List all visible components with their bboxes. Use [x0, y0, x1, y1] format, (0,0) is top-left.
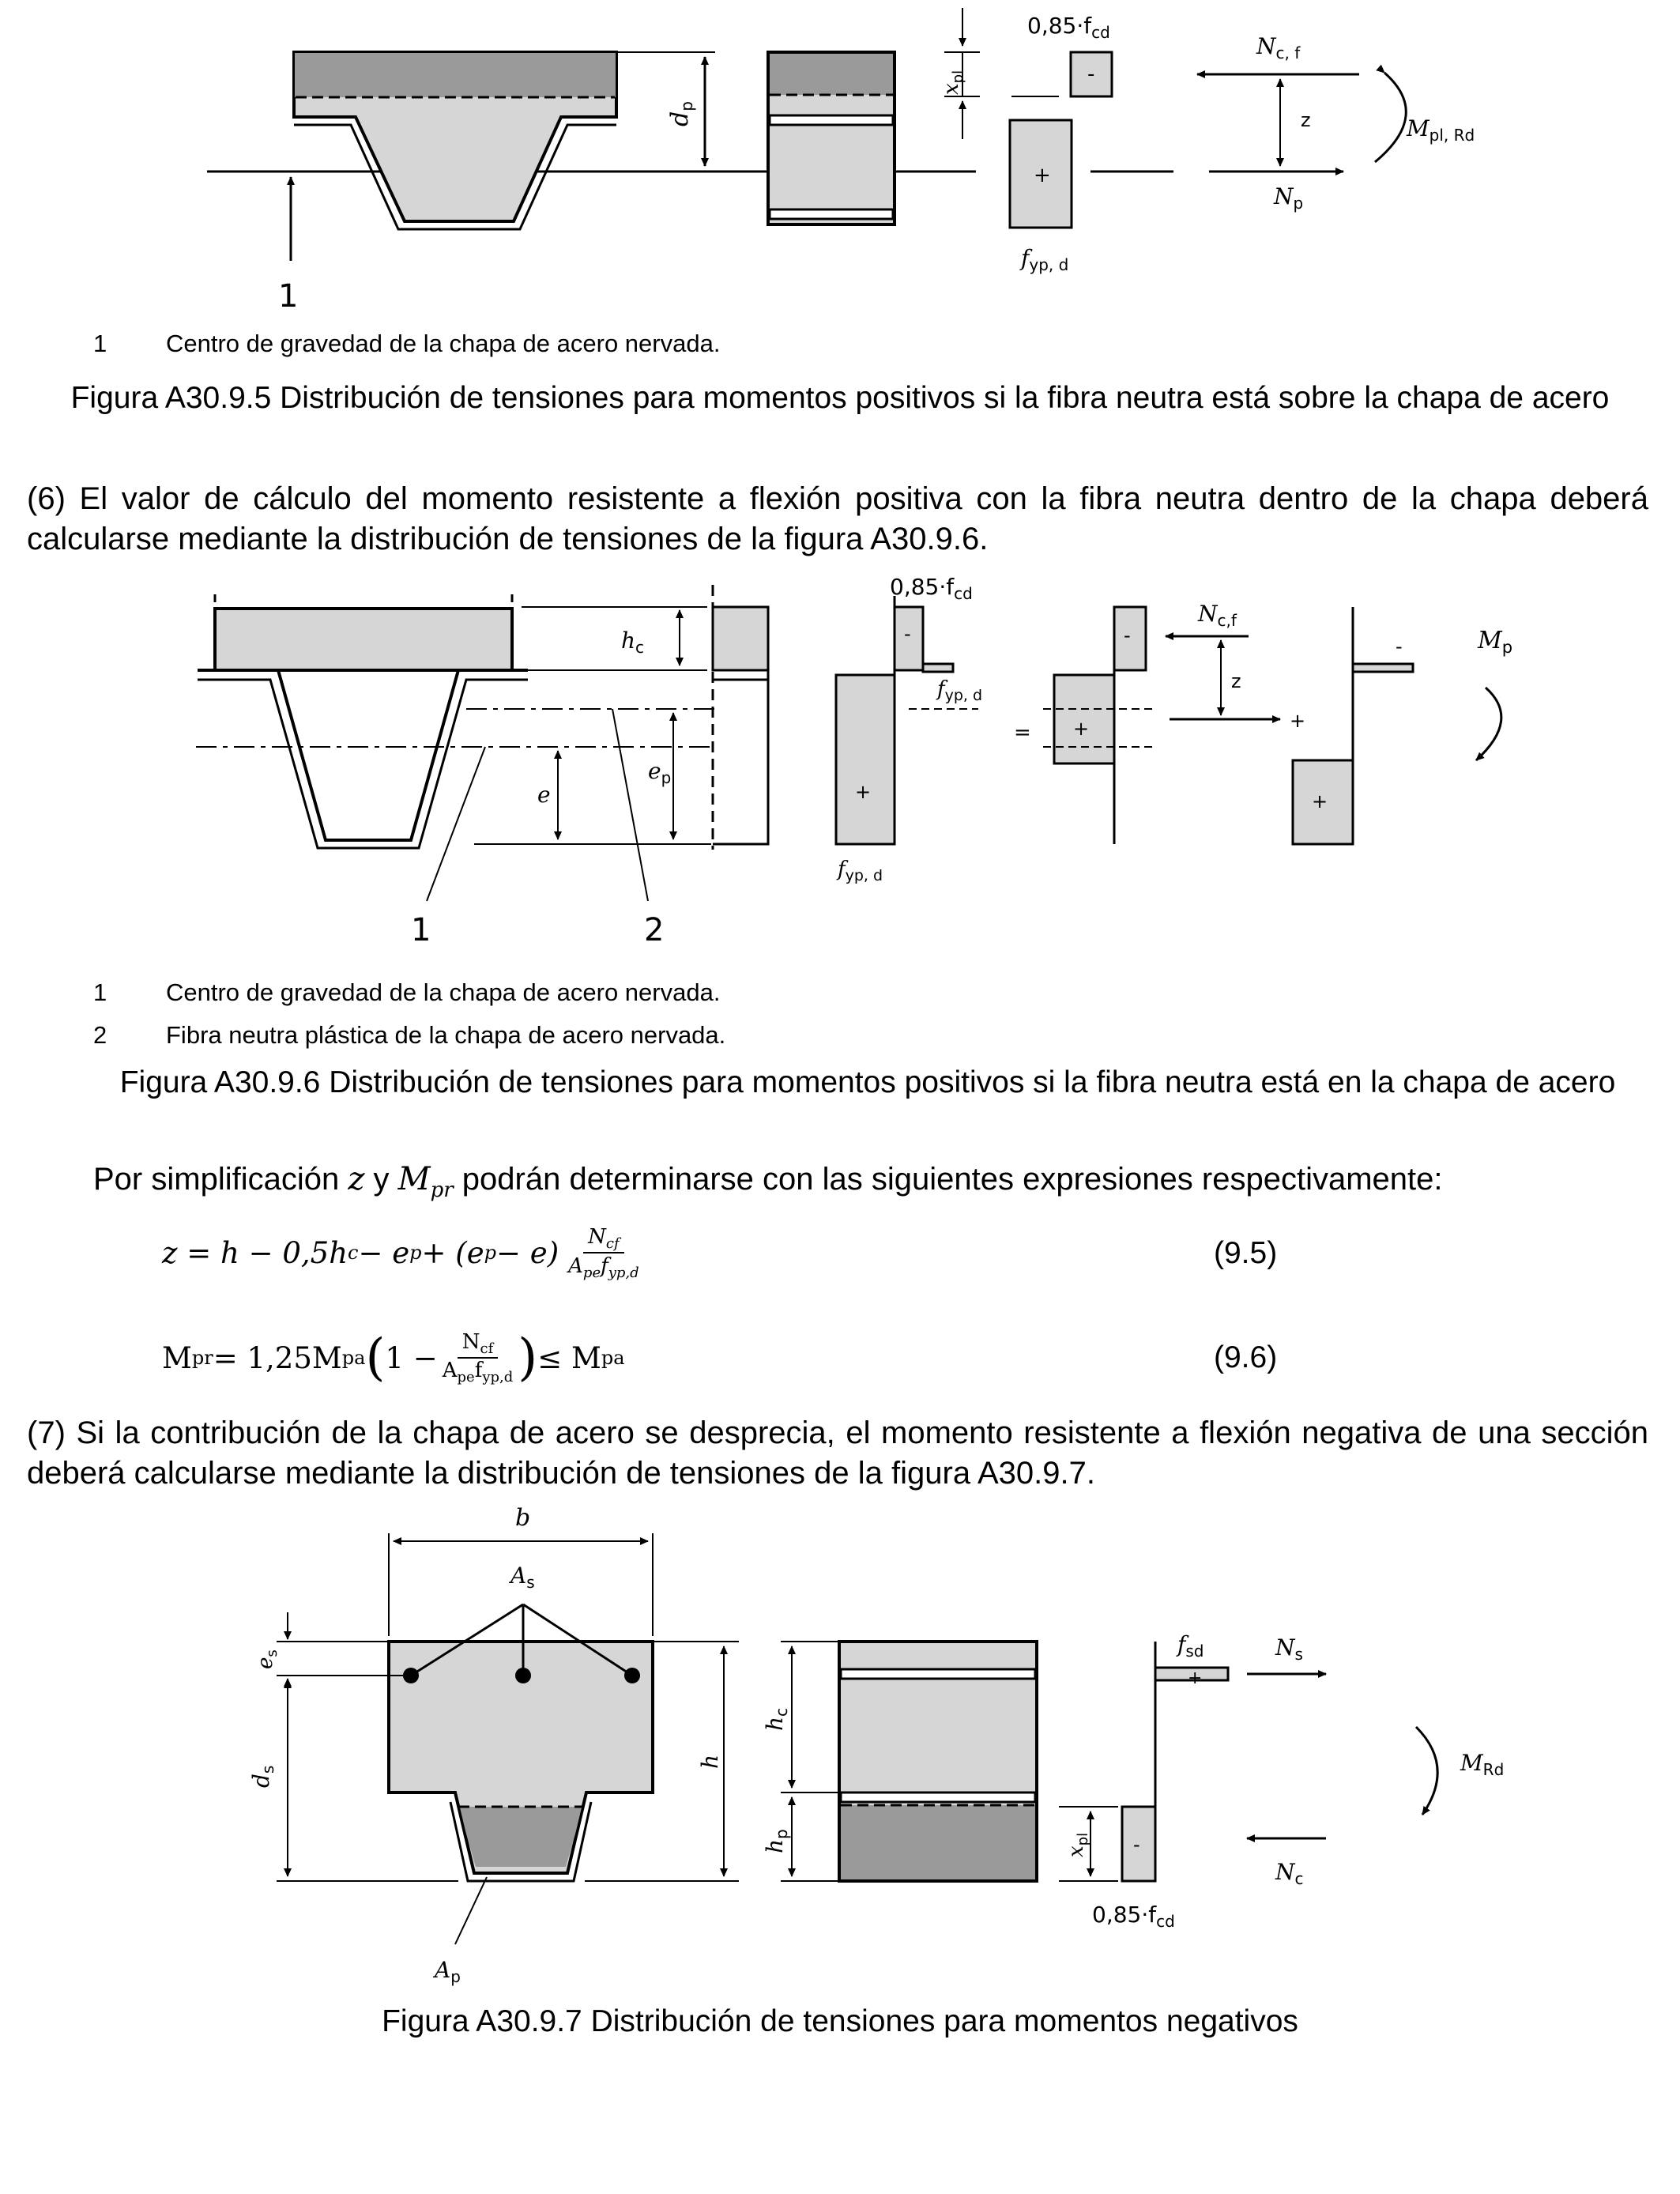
fig5-legend-text: Centro de gravedad de la chapa de acero nervada. [166, 330, 721, 357]
eq95-p1: − e [358, 1235, 410, 1270]
ds-label: $d_s$ [248, 1765, 277, 1788]
fcd-label-fig6: $0,85\cdot f_{cd}$ [890, 574, 973, 603]
paragraph-7: (7) Si la contribución de la chapa de acero se desprecia, el momento resistente a flexión negativa de una sección deberá calcularse mediante la distribución de tensiones de la figura A30.9.7. [27, 1416, 1648, 1491]
ncf-label-fig6: $N_{c,f}$ [1198, 601, 1237, 630]
fyp-top-label: $f_{yp, d}$ [937, 677, 983, 704]
eq95-den: A [568, 1254, 583, 1278]
simplification-z: z [348, 1161, 365, 1197]
z-label: z [1301, 109, 1311, 131]
eq96-eq: = 1,25M [213, 1340, 342, 1375]
plus-sign-fig7: + [1188, 1668, 1203, 1688]
z-label-fig6: z [1231, 670, 1241, 692]
fig6-legend-num-2: 2 [93, 1021, 107, 1049]
minus-sign-decomp2: - [1396, 635, 1403, 658]
paragraph-6: (6) El valor de cálculo del momento resistente a flexión positiva con la fibra neutra dentro de la chapa deberá calcularse mediante la distribución de tensiones de la figura A30.9.6. [27, 481, 1648, 556]
simplification-m-sub: pr [430, 1178, 454, 1202]
fig6-legend-text-2: Fibra neutra plástica de la chapa de acero nervada. [166, 1021, 726, 1049]
minus-sign-fig6: - [904, 623, 911, 645]
fig6-legend-num-1: 1 [93, 978, 107, 1006]
legend-number: 1 [93, 330, 107, 357]
equation-number-9-6: (9.6) [1214, 1340, 1278, 1374]
ncf-label: $N_{c, f}$ [1256, 33, 1301, 62]
mrd-label: $M_{Rd}$ [1460, 1750, 1505, 1779]
plus-sign-decomp: + [1073, 718, 1090, 740]
fsd-label: $f_{sd}$ [1177, 1631, 1204, 1661]
eq96-paren-close: ) [518, 1329, 538, 1387]
eq95-den-sub: pe [582, 1265, 601, 1282]
hc-label-fig7: $h_c$ [762, 1707, 791, 1731]
eq95-num: N [588, 1224, 606, 1249]
eq96-den-sub: pe [457, 1369, 475, 1386]
marker-2-fig6: 2 [644, 912, 665, 948]
fyp-label: $f_{yp, d}$ [1021, 245, 1069, 274]
xpl-label-fig7: $x_{pl}$ [1064, 1832, 1091, 1857]
equation-number-9-5: (9.5) [1214, 1236, 1278, 1270]
mpl-label: $M_{pl, Rd}$ [1407, 115, 1475, 145]
eq96-lhs-sub: pr [191, 1347, 213, 1369]
plus-sign-decomp2: + [1312, 790, 1328, 812]
eq96-den2: f [474, 1359, 483, 1382]
eq95-lhs: z = h − 0,5h [162, 1235, 348, 1270]
nc-label: $N_c$ [1275, 1859, 1304, 1888]
concrete-strip-fig7 [839, 1642, 1037, 1881]
marker-1: 1 [278, 278, 299, 315]
eq96-rhs-sub: pa [601, 1347, 625, 1369]
eq95-den2: f [601, 1254, 608, 1278]
plus-sign: + [1034, 164, 1051, 187]
minus-sign-decomp: - [1124, 624, 1131, 647]
h-label: h [697, 1754, 723, 1769]
simplification-pre: Por simplificación [93, 1162, 348, 1197]
simplification-post: podrán determinarse con las siguientes expresiones respectivamente: [453, 1162, 1443, 1197]
negative-section [389, 1604, 653, 1881]
hp-label: $h_p$ [762, 1829, 791, 1853]
minus-sign-fig7: - [1133, 1834, 1140, 1856]
eq96-one: 1 − [385, 1340, 438, 1375]
eq95-p2-sub: p [484, 1242, 497, 1264]
plus-sign-between: + [1290, 710, 1306, 732]
b-label: b [515, 1504, 531, 1532]
ep-label: $e_p$ [648, 758, 672, 787]
fig6-legend-text-1: Centro de gravedad de la chapa de acero nervada. [166, 978, 721, 1006]
es-label: $e_s$ [254, 1649, 281, 1669]
eq95-den2-sub: yp,d [608, 1265, 639, 1282]
eq95-p2: + (e [421, 1235, 484, 1270]
ns-label: $N_s$ [1275, 1634, 1303, 1664]
minus-sign: - [1087, 62, 1095, 86]
fig6-caption: Figura A30.9.6 Distribución de tensiones para momentos positivos si la fibra neutra está en la chapa de acero [119, 1065, 1616, 1099]
eq96-lhs: M [162, 1340, 192, 1375]
mp-label: $M_p$ [1478, 627, 1513, 657]
eq95-p1-sub: p [409, 1242, 422, 1264]
np-label: $N_p$ [1274, 183, 1304, 213]
plus-sign-fig6: + [855, 781, 872, 803]
eq95-num-sub: cf [605, 1235, 620, 1252]
eq95-lhs-sub: c [348, 1242, 359, 1264]
eq95-p3: − e) [496, 1235, 559, 1270]
equals-sign: = [1014, 721, 1031, 745]
fcd-label-fig7: $0,85\cdot f_{cd}$ [1092, 1902, 1175, 1931]
hc-label: $h_c$ [621, 628, 645, 657]
dp-label: $d_p$ [666, 101, 696, 126]
simplification-mid: y [364, 1162, 398, 1197]
fyp-bot-label: $f_{yp, d}$ [838, 858, 883, 884]
eq96-num: N [461, 1329, 480, 1354]
eq96-eq-sub: pa [341, 1347, 366, 1369]
as-label: $A_s$ [510, 1563, 535, 1592]
fig5-caption: Figura A30.9.5 Distribución de tensiones para momentos positivos si la fibra neutra está sobre la chapa de acero [70, 381, 1610, 415]
marker-1-fig6: 1 [411, 912, 431, 948]
eq96-num-sub: cf [480, 1340, 494, 1357]
xpl-label: $x_{pl}$ [940, 70, 966, 95]
fcd-label: $0,85\cdot f_{cd}$ [1027, 13, 1110, 42]
eq96-rhs: ≤ M [537, 1340, 601, 1375]
simplification-m: M [397, 1161, 431, 1197]
eq96-den2-sub: yp,d [482, 1369, 514, 1386]
eq96-paren-open: ( [365, 1329, 386, 1387]
fig7-caption: Figura A30.9.7 Distribución de tensiones para momentos negativos [382, 2004, 1298, 2038]
eq96-den: A [442, 1359, 458, 1382]
e-label: e [537, 782, 551, 808]
ap-label: $A_p$ [435, 1957, 461, 1986]
